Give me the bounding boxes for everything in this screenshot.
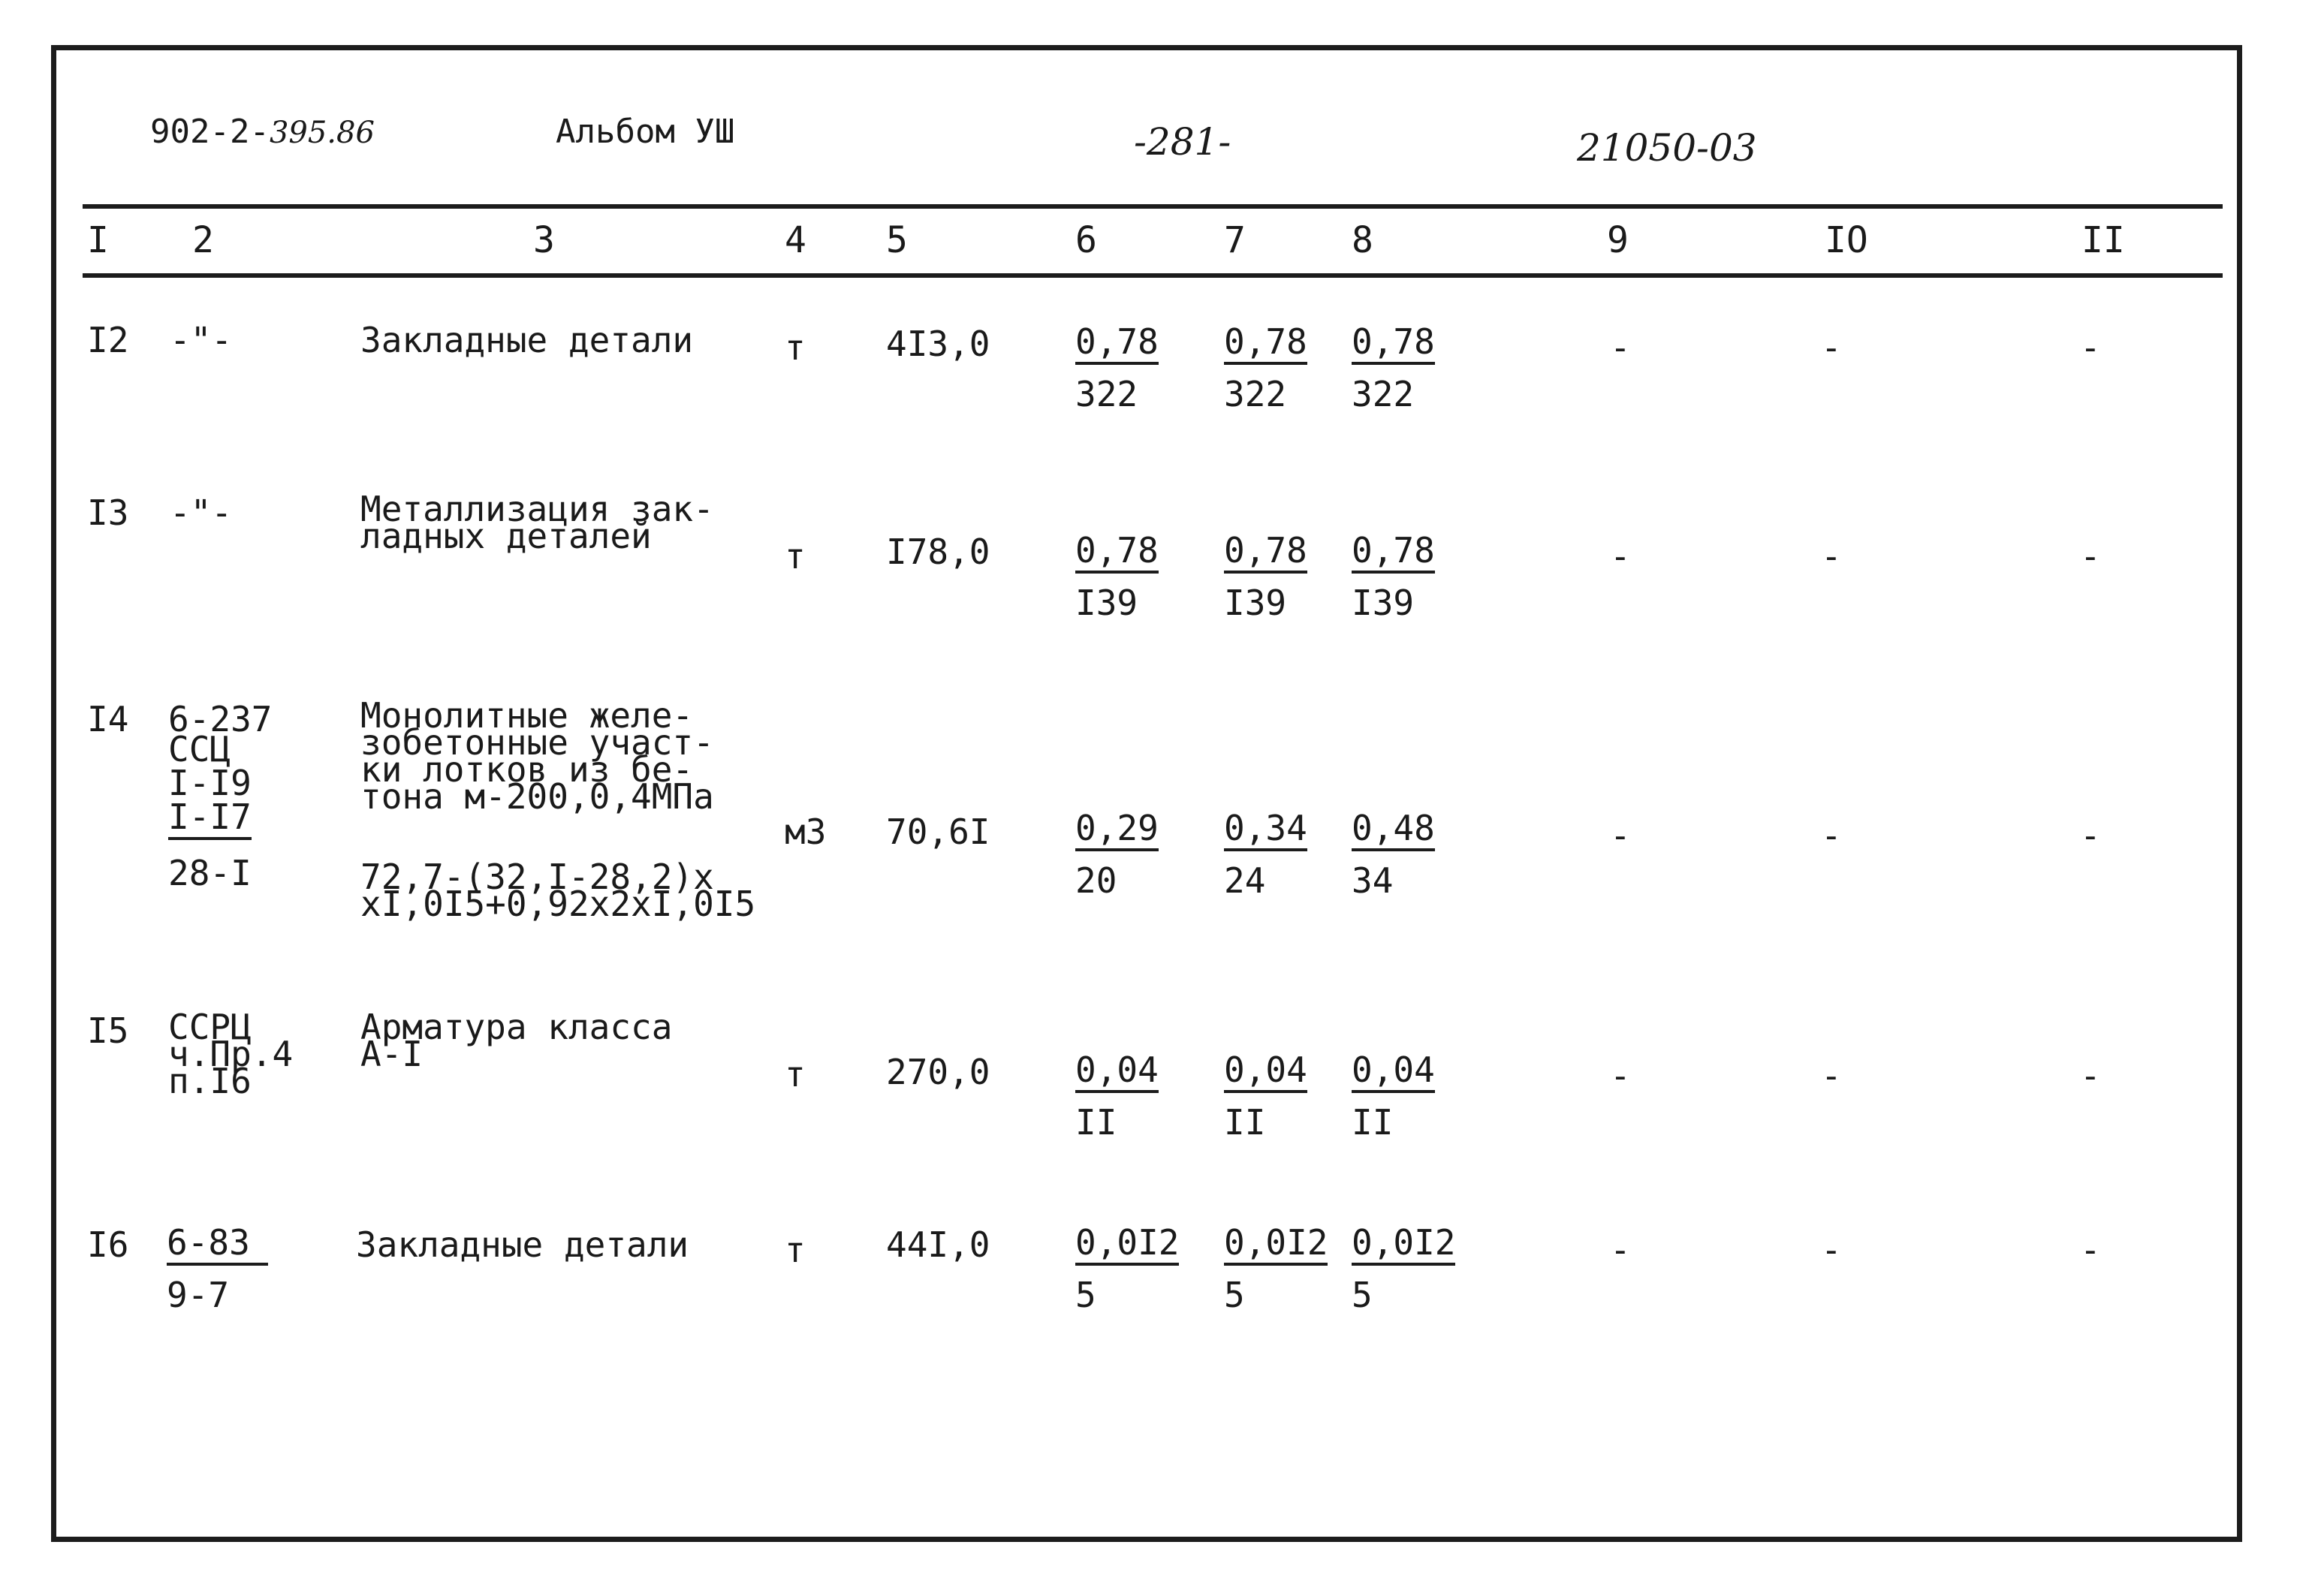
cell-7-numerator: 0,04 (1224, 1052, 1307, 1093)
row-cell-8 (1352, 321, 1435, 414)
column-header-10: IO (1825, 219, 1868, 261)
column-header-8: 8 (1352, 219, 1373, 261)
row-cell-9: - (1610, 1055, 1631, 1096)
cell-8-numerator: 0,0I2 (1352, 1225, 1455, 1266)
row-cell-9: - (1610, 327, 1631, 368)
row-unit: м3 (785, 812, 827, 852)
row-cell-8 (1352, 530, 1435, 623)
cell-7-denominator: 24 (1224, 860, 1266, 901)
cell-8-numerator: 0,78 (1352, 533, 1435, 574)
row-cell-9: - (1610, 1230, 1631, 1270)
column-header-4: 4 (785, 219, 806, 261)
cell-6-numerator: 0,0I2 (1075, 1225, 1179, 1266)
row-cell-10: - (1821, 815, 1842, 856)
cell-8-denominator: 5 (1352, 1275, 1373, 1315)
row-cell-6 (1075, 1222, 1180, 1315)
row-code: ССРЦ ч.Пр.4 п.I6 (168, 1007, 294, 1101)
cell-7-numerator: 0,78 (1224, 533, 1307, 574)
row-name: Металлизация зак- ладных деталей (360, 489, 714, 556)
cell-8-denominator: II (1352, 1102, 1394, 1143)
row-cell-7 (1224, 321, 1307, 414)
row-cell-9: - (1610, 815, 1631, 856)
row-cell-9: - (1610, 536, 1631, 577)
row-calculation: 72,7-(32,I-28,2)х хI,0I5+0,92х2хI,0I5 (360, 857, 756, 924)
cell-8-denominator: I39 (1352, 583, 1415, 623)
cell-7-numerator: 0,78 (1224, 324, 1307, 365)
row-code: -"- (170, 492, 233, 533)
row-name: Закладные детали (360, 320, 694, 360)
row-number: I2 (87, 320, 129, 360)
cell-7-numerator: 0,34 (1224, 811, 1307, 851)
row-name: Монолитные желе- зобетонные участ- ки лотков из бе- тона м-200,0,4МПа (360, 695, 714, 817)
cell-6-denominator: I39 (1075, 583, 1138, 623)
row-code-line-3: I-I9 (168, 763, 252, 803)
row-price: 4I3,0 (886, 324, 990, 364)
row-cell-7 (1224, 808, 1307, 901)
row-price: 270,0 (886, 1052, 990, 1092)
code-numerator: 6-83 (167, 1225, 268, 1266)
cell-7-denominator: I39 (1224, 583, 1287, 623)
row-cell-11: - (2080, 1055, 2101, 1096)
cell-6-numerator: 0,29 (1075, 811, 1159, 851)
row-number: I5 (87, 1010, 129, 1051)
cell-6-numerator: 0,78 (1075, 533, 1159, 574)
row-cell-6 (1075, 1049, 1159, 1143)
cell-7-denominator: II (1224, 1102, 1266, 1143)
row-name: Закладные детали (356, 1224, 689, 1265)
row-cell-11: - (2080, 536, 2101, 577)
column-header-11: II (2081, 219, 2125, 261)
column-header-6: 6 (1075, 219, 1097, 261)
column-header-7: 7 (1224, 219, 1246, 261)
row-unit: т (785, 327, 806, 368)
row-cell-10: - (1821, 536, 1842, 577)
row-cell-8 (1352, 808, 1435, 901)
cell-6-denominator: 5 (1075, 1275, 1096, 1315)
cell-6-numerator: 0,04 (1075, 1052, 1159, 1093)
column-header-9: 9 (1607, 219, 1629, 261)
row-number: I6 (87, 1224, 129, 1265)
row-cell-10: - (1821, 1230, 1842, 1270)
column-header-1: I (87, 219, 109, 261)
project-code (150, 113, 375, 151)
cell-7-numerator: 0,0I2 (1224, 1225, 1328, 1266)
column-header-3: 3 (533, 219, 555, 261)
cell-6-numerator: 0,78 (1075, 324, 1159, 365)
column-header-2: 2 (192, 219, 214, 261)
cell-6-denominator: II (1075, 1102, 1117, 1143)
row-cell-11: - (2080, 815, 2101, 856)
header-top-rule (83, 204, 2223, 209)
row-code-line-5: 28-I (168, 853, 252, 893)
project-code-handwritten: 395.86 (269, 116, 375, 150)
row-code (167, 1222, 268, 1315)
row-cell-7 (1224, 530, 1307, 623)
cell-8-denominator: 34 (1352, 860, 1394, 901)
album-title: Альбом УШ (556, 113, 735, 151)
row-cell-10: - (1821, 327, 1842, 368)
document-number: 21050-03 (1577, 126, 1757, 170)
cell-8-numerator: 0,04 (1352, 1052, 1435, 1093)
row-number: I4 (87, 699, 129, 739)
cell-8-numerator: 0,48 (1352, 811, 1435, 851)
row-cell-6 (1075, 321, 1159, 414)
row-code: -"- (170, 320, 233, 360)
code-denominator: 9-7 (167, 1275, 230, 1315)
cell-8-numerator: 0,78 (1352, 324, 1435, 365)
row-cell-6 (1075, 530, 1159, 623)
row-unit: т (785, 536, 806, 577)
row-unit: т (785, 1054, 806, 1095)
row-unit: т (785, 1230, 806, 1270)
column-header-5: 5 (886, 219, 908, 261)
row-code-line-2: ССЦ (168, 729, 231, 769)
row-cell-11: - (2080, 1230, 2101, 1270)
row-cell-7 (1224, 1222, 1328, 1315)
row-price: 70,6I (886, 812, 990, 852)
cell-7-denominator: 322 (1224, 374, 1287, 414)
row-cell-11: - (2080, 327, 2101, 368)
cell-8-denominator: 322 (1352, 374, 1415, 414)
cell-6-denominator: 322 (1075, 374, 1138, 414)
row-cell-6 (1075, 808, 1159, 901)
row-cell-8 (1352, 1049, 1435, 1143)
row-name: Арматура класса А-I (360, 1007, 673, 1074)
page-number: -281- (1134, 120, 1231, 164)
project-code-printed: 902-2- (150, 113, 270, 151)
row-number: I3 (87, 492, 129, 533)
cell-7-denominator: 5 (1224, 1275, 1245, 1315)
row-code-line-4: I-I7 (168, 800, 252, 840)
row-cell-7 (1224, 1049, 1307, 1143)
row-code-line-1: 6-237 (168, 699, 273, 739)
row-price: I78,0 (886, 531, 990, 572)
row-price: 44I,0 (886, 1224, 990, 1265)
header-bottom-rule (83, 273, 2223, 278)
row-cell-8 (1352, 1222, 1456, 1315)
cell-6-denominator: 20 (1075, 860, 1117, 901)
row-cell-10: - (1821, 1055, 1842, 1096)
